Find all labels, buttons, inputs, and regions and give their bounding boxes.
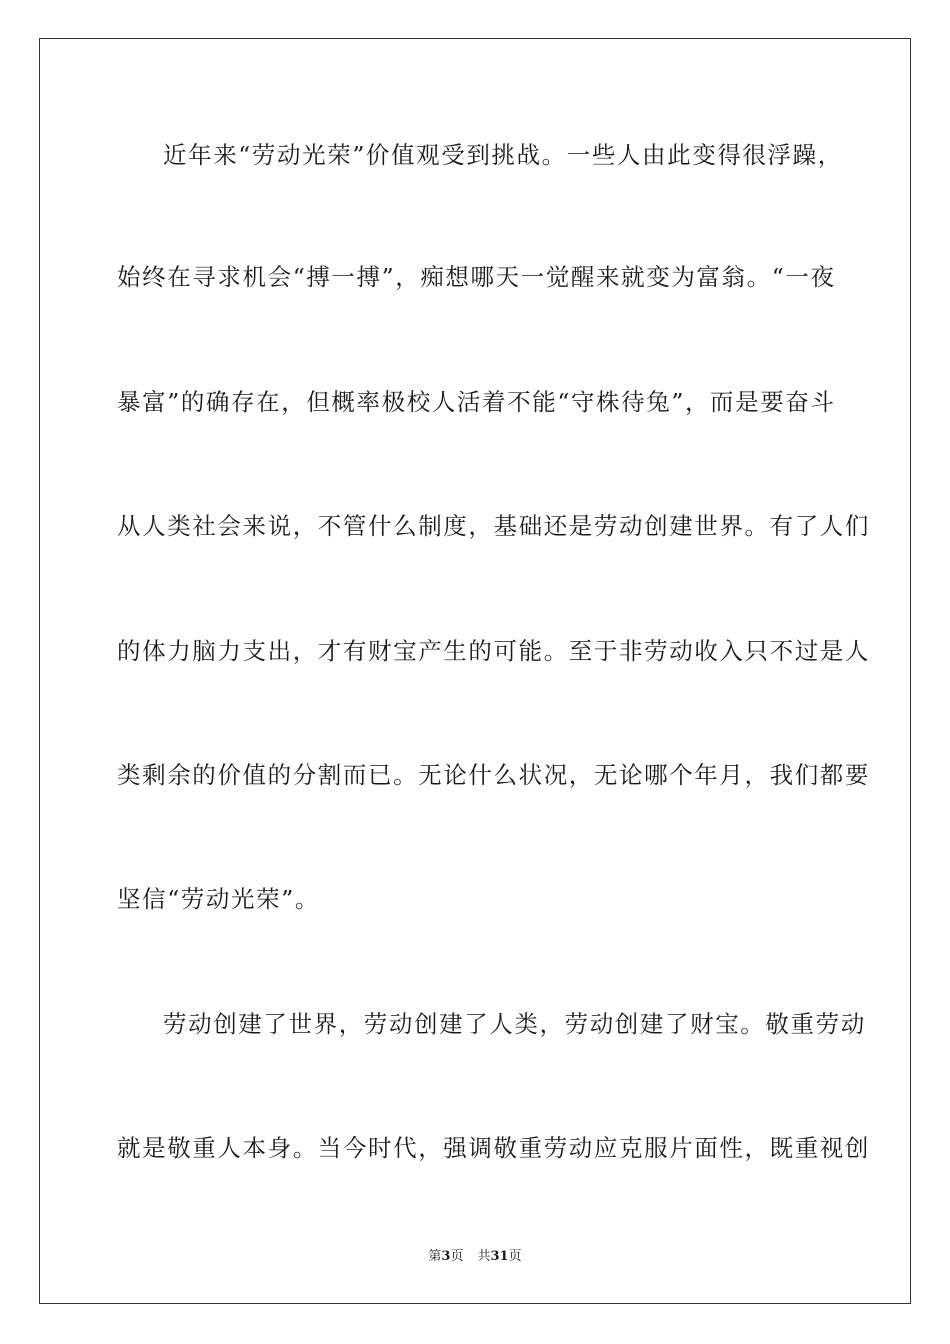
page-suffix: 页	[450, 1249, 464, 1264]
total-pages-number: 31	[490, 1249, 509, 1264]
current-page-number: 3	[441, 1249, 451, 1264]
paragraph-line: 从人类社会来说，不管什么制度，基础还是劳动创建世界。有了人们	[117, 512, 870, 540]
page-prefix: 第	[428, 1249, 442, 1264]
paragraph-line: 就是敬重人本身。当今时代，强调敬重劳动应克服片面性，既重视创	[117, 1134, 870, 1162]
paragraph-line: 近年来“劳动光荣”价值观受到挑战。一些人由此变得很浮躁，	[163, 141, 843, 169]
paragraph-line: 始终在寻求机会“搏一搏”，痴想哪天一觉醒来就变为富翁。“一夜	[117, 263, 836, 291]
paragraph-line: 类剩余的价值的分割而已。无论什么状况，无论哪个年月，我们都要	[117, 761, 870, 789]
page-footer	[0, 1248, 950, 1266]
paragraph-line: 劳动创建了世界，劳动创建了人类，劳动创建了财宝。敬重劳动	[163, 1010, 866, 1038]
total-suffix: 页	[508, 1249, 522, 1264]
total-prefix: 共	[477, 1249, 491, 1264]
paragraph-line: 的体力脑力支出，才有财宝产生的可能。至于非劳动收入只不过是人	[117, 637, 870, 665]
paragraph-line: 坚信“劳动光荣”。	[117, 885, 320, 913]
paragraph-line: 暴富”的确存在，但概率极校人活着不能“守株待兔”，而是要奋斗	[117, 388, 836, 416]
page-border	[39, 38, 911, 1304]
